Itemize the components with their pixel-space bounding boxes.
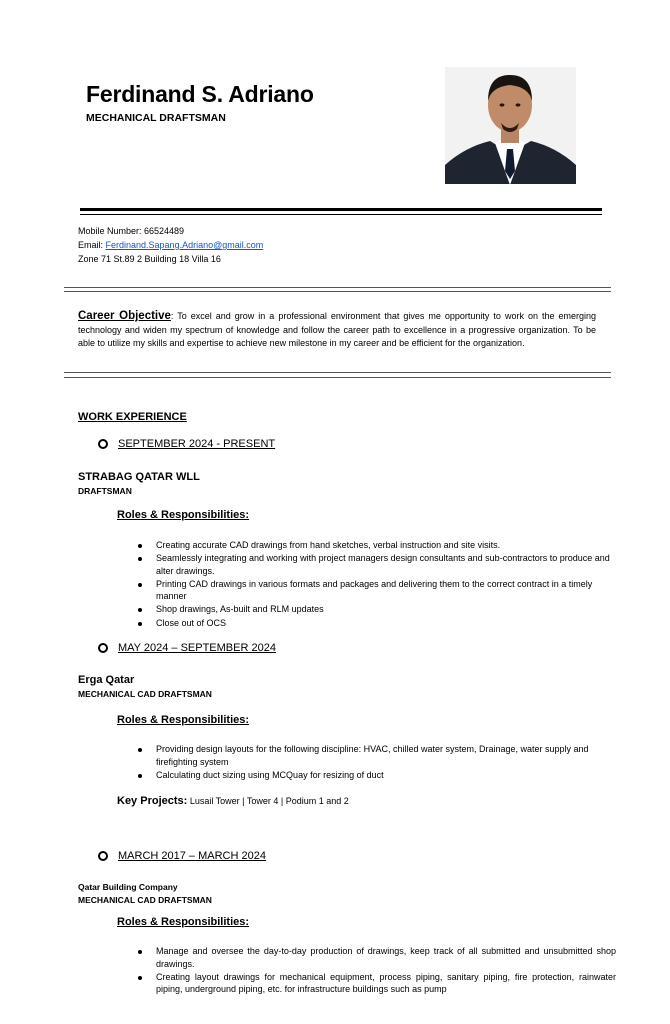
job-period-text: MAY 2024 – SEPTEMBER 2024 [118,642,276,654]
candidate-title: MECHANICAL DRAFTSMAN [86,112,226,124]
list-item: Calculating duct sizing using MCQuay for resizing of duct [156,769,616,782]
objective-bottom-divider [64,372,611,373]
career-objective [78,310,596,351]
candidate-name: Ferdinand S. Adriano [86,81,314,107]
objective-top-divider-2 [64,291,611,292]
company-name: STRABAG QATAR WLL [78,471,200,483]
header-divider [80,208,602,211]
list-item: Creating layout drawings for mechanical equipment, process piping, sanitary piping, fire protection, rainwater piping, underground piping, etc. for infrastructure buildings such as pump [156,971,616,995]
email-line [78,240,263,250]
profile-photo [445,67,576,184]
header-divider-thin [80,214,602,215]
objective-bottom-divider-2 [64,377,611,378]
company-name: Erga Qatar [78,674,135,686]
key-projects-text: Lusail Tower | Tower 4 | Podium 1 and 2 [187,796,349,806]
job-period-text: MARCH 2017 – MARCH 2024 [118,850,266,862]
job-period [98,850,266,862]
circle-bullet-icon [98,851,108,861]
work-experience-heading: WORK EXPERIENCE [78,411,187,423]
career-objective-label: Career Objective [78,310,171,322]
job-period-text: SEPTEMBER 2024 - PRESENT [118,438,276,450]
circle-bullet-icon [98,643,108,653]
list-item: Shop drawings, As-built and RLM updates [156,603,616,616]
list-item: Close out of OCS [156,617,616,630]
key-projects-label: Key Projects: [117,795,188,807]
company-name: Qatar Building Company [78,882,178,892]
career-objective-text: : To excel and grow in a professional environment that gives me opportunity to work on the emerging technology and widen my spectrum of knowledge and follow the career path to excellence in a progressive organization. To be able to utilize my skills and expertise to achieve new milestone in my career and be efficient for the organization. [78,311,596,349]
key-projects [117,795,349,807]
job-period [98,642,276,654]
responsibility-list [156,945,616,996]
roles-heading: Roles & Responsibilities: [117,916,250,928]
list-item: Manage and oversee the day-to-day production of drawings, keep track of all submitted and unsubmitted shop drawings. [156,946,616,969]
circle-bullet-icon [98,439,108,449]
job-position: MECHANICAL CAD DRAFTSMAN [78,895,212,905]
objective-top-divider [64,287,611,288]
list-item: Creating accurate CAD drawings from hand sketches, verbal instruction and site visits. [156,539,616,552]
responsibility-list [156,539,616,630]
email-link[interactable]: Ferdinand.Sapang.Adriano@gmail.com [105,240,264,250]
email-label: Email: [78,240,106,250]
responsibility-list [156,743,616,782]
job-position: DRAFTSMAN [78,486,132,496]
job-period [98,438,275,450]
job-position: MECHANICAL CAD DRAFTSMAN [78,689,212,699]
list-item: Providing design layouts for the following discipline: HVAC, chilled water system, Drainage, water supply and firefighting system [156,743,616,768]
roles-heading: Roles & Responsibilities: [117,714,250,726]
list-item: Seamlessly integrating and working with project managers design consultants and sub-contractors to produce and alter drawings. [156,552,616,577]
address: Zone 71 St.89 2 Building 18 Villa 16 [78,254,221,264]
list-item: Printing CAD drawings in various formats and packages and delivering them to the correct contract in a timely manner [156,578,616,603]
mobile-number: Mobile Number: 66524489 [78,226,185,236]
roles-heading: Roles & Responsibilities: [117,509,250,521]
